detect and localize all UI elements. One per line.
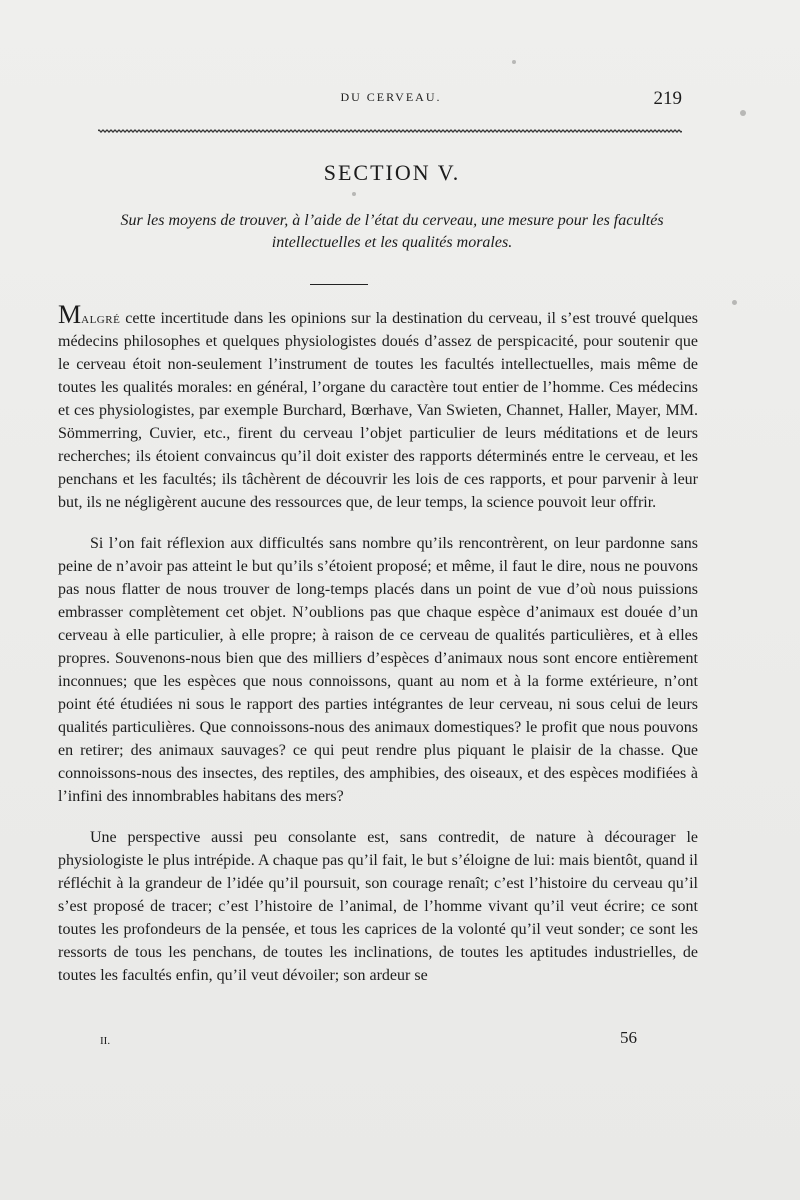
opening-smallcaps: algré [81, 310, 121, 327]
signature-mark: II. [100, 1035, 111, 1047]
wavy-rule [98, 128, 682, 134]
body-text [58, 296, 698, 1005]
paragraph-1-text: cette incertitude dans les opinions sur la destination du cerveau, il s’est trouvé quelques médecins philosophes et quelques physiologistes doués d’assez de perspicacité, pour soutenir que le cerveau étoit non-seulement l’instrument de toutes les facultés intellectuelles, mais même de toutes les qualités morales: en général, l’organe du caractère tout entier de l’homme. Ces médecins et ces physiologistes, par exemple Burchard, Bœrhave, Van Swieten, Channet, Haller, Mayer, MM. Sömmerring, Cuvier, etc., firent du cerveau l’objet particulier de leurs méditations et de leurs recherches; ils étoient convaincus qu’il doit exister des rapports déterminés entre le cerveau, et les penchans et les facultés; ils tâchèrent de découvrir les lois de ces rapports, et pour parvenir à leur but, ils ne négligèrent aucune des ressources que, de leur temps, la science pouvoit leur offrir. [58, 310, 698, 511]
drop-cap: M [58, 300, 82, 329]
paragraph-3: Une perspective aussi peu consolante est, sans contredit, de nature à décourager le physiologiste le plus intrépide. A chaque pas qu’il fait, le but s’éloigne de lui: mais bientôt, quand il réfléchit à la grandeur de l’idée qu’il poursuit, son courage renaît; c’est l’histoire du cerveau qu’il s’est proposé de tracer; c’est l’histoire de l’animal, de l’homme vivant qu’il veut écrire; ce sont toutes les profondeurs de la pensée, et tous les caprices de la volonté qu’il veut sonder; ce sont les ressorts de tous les penchans, de toutes les inclinations, de toutes les aptitudes industrielles, de toutes les facultés enfin, qu’il veut dévoiler; son ardeur se [58, 829, 698, 984]
page-header [100, 90, 682, 114]
folio-number: 56 [620, 1028, 637, 1047]
paragraph-1 [58, 302, 698, 514]
section-title: SECTION V. [323, 160, 461, 185]
title-divider [310, 284, 368, 285]
section-subtitle [100, 210, 684, 254]
running-head: DU CERVEAU. [340, 90, 442, 104]
paper-speck [352, 192, 356, 196]
subtitle-line-2: intellectuelles et les qualités morales. [271, 234, 513, 251]
page-number: 219 [653, 88, 682, 109]
subtitle-line-1: Sur les moyens de trouver, à l’aide de l’état du cerveau, une mesure pour les facultés [120, 212, 664, 229]
paper-speck [740, 110, 746, 116]
paragraph-2: Si l’on fait réflexion aux difficultés sans nombre qu’ils rencontrèrent, on leur pardonne sans peine de n’avoir pas atteint le but qu’ils s’étoient proposé; et même, il faut le dire, nous ne pouvons pas nous flatter de nous trouver de long-temps placés dans un point de vue d’où nous puissions embrasser complètement cet objet. N’oublions pas que chaque espèce d’animaux est douée d’un cerveau à elle particulier, à elle propre; à raison de ce cerveau de qualités particulières, et à elles propres. Souvenons-nous bien que des milliers d’espèces d’animaux nous sont encore entièrement inconnues; que les espèces que nous connoissons, quant au nom et à la forme extérieure, n’ont point été étudiées ni sous le rapport des parties intégrantes de leur cerveau, ni sous celui de leurs qualités particulières. Que connoissons-nous des animaux domestiques? le profit que nous pouvons en retirer; des animaux sauvages? ce qui peut rendre plus piquant le plaisir de la chasse. Que connoissons-nous des insectes, des reptiles, des amphibies, des oiseaux, et des espèces modifiées à l’infini des innombrables habitans des mers? [58, 535, 698, 805]
paper-speck [732, 300, 737, 305]
paper-speck [512, 60, 516, 64]
